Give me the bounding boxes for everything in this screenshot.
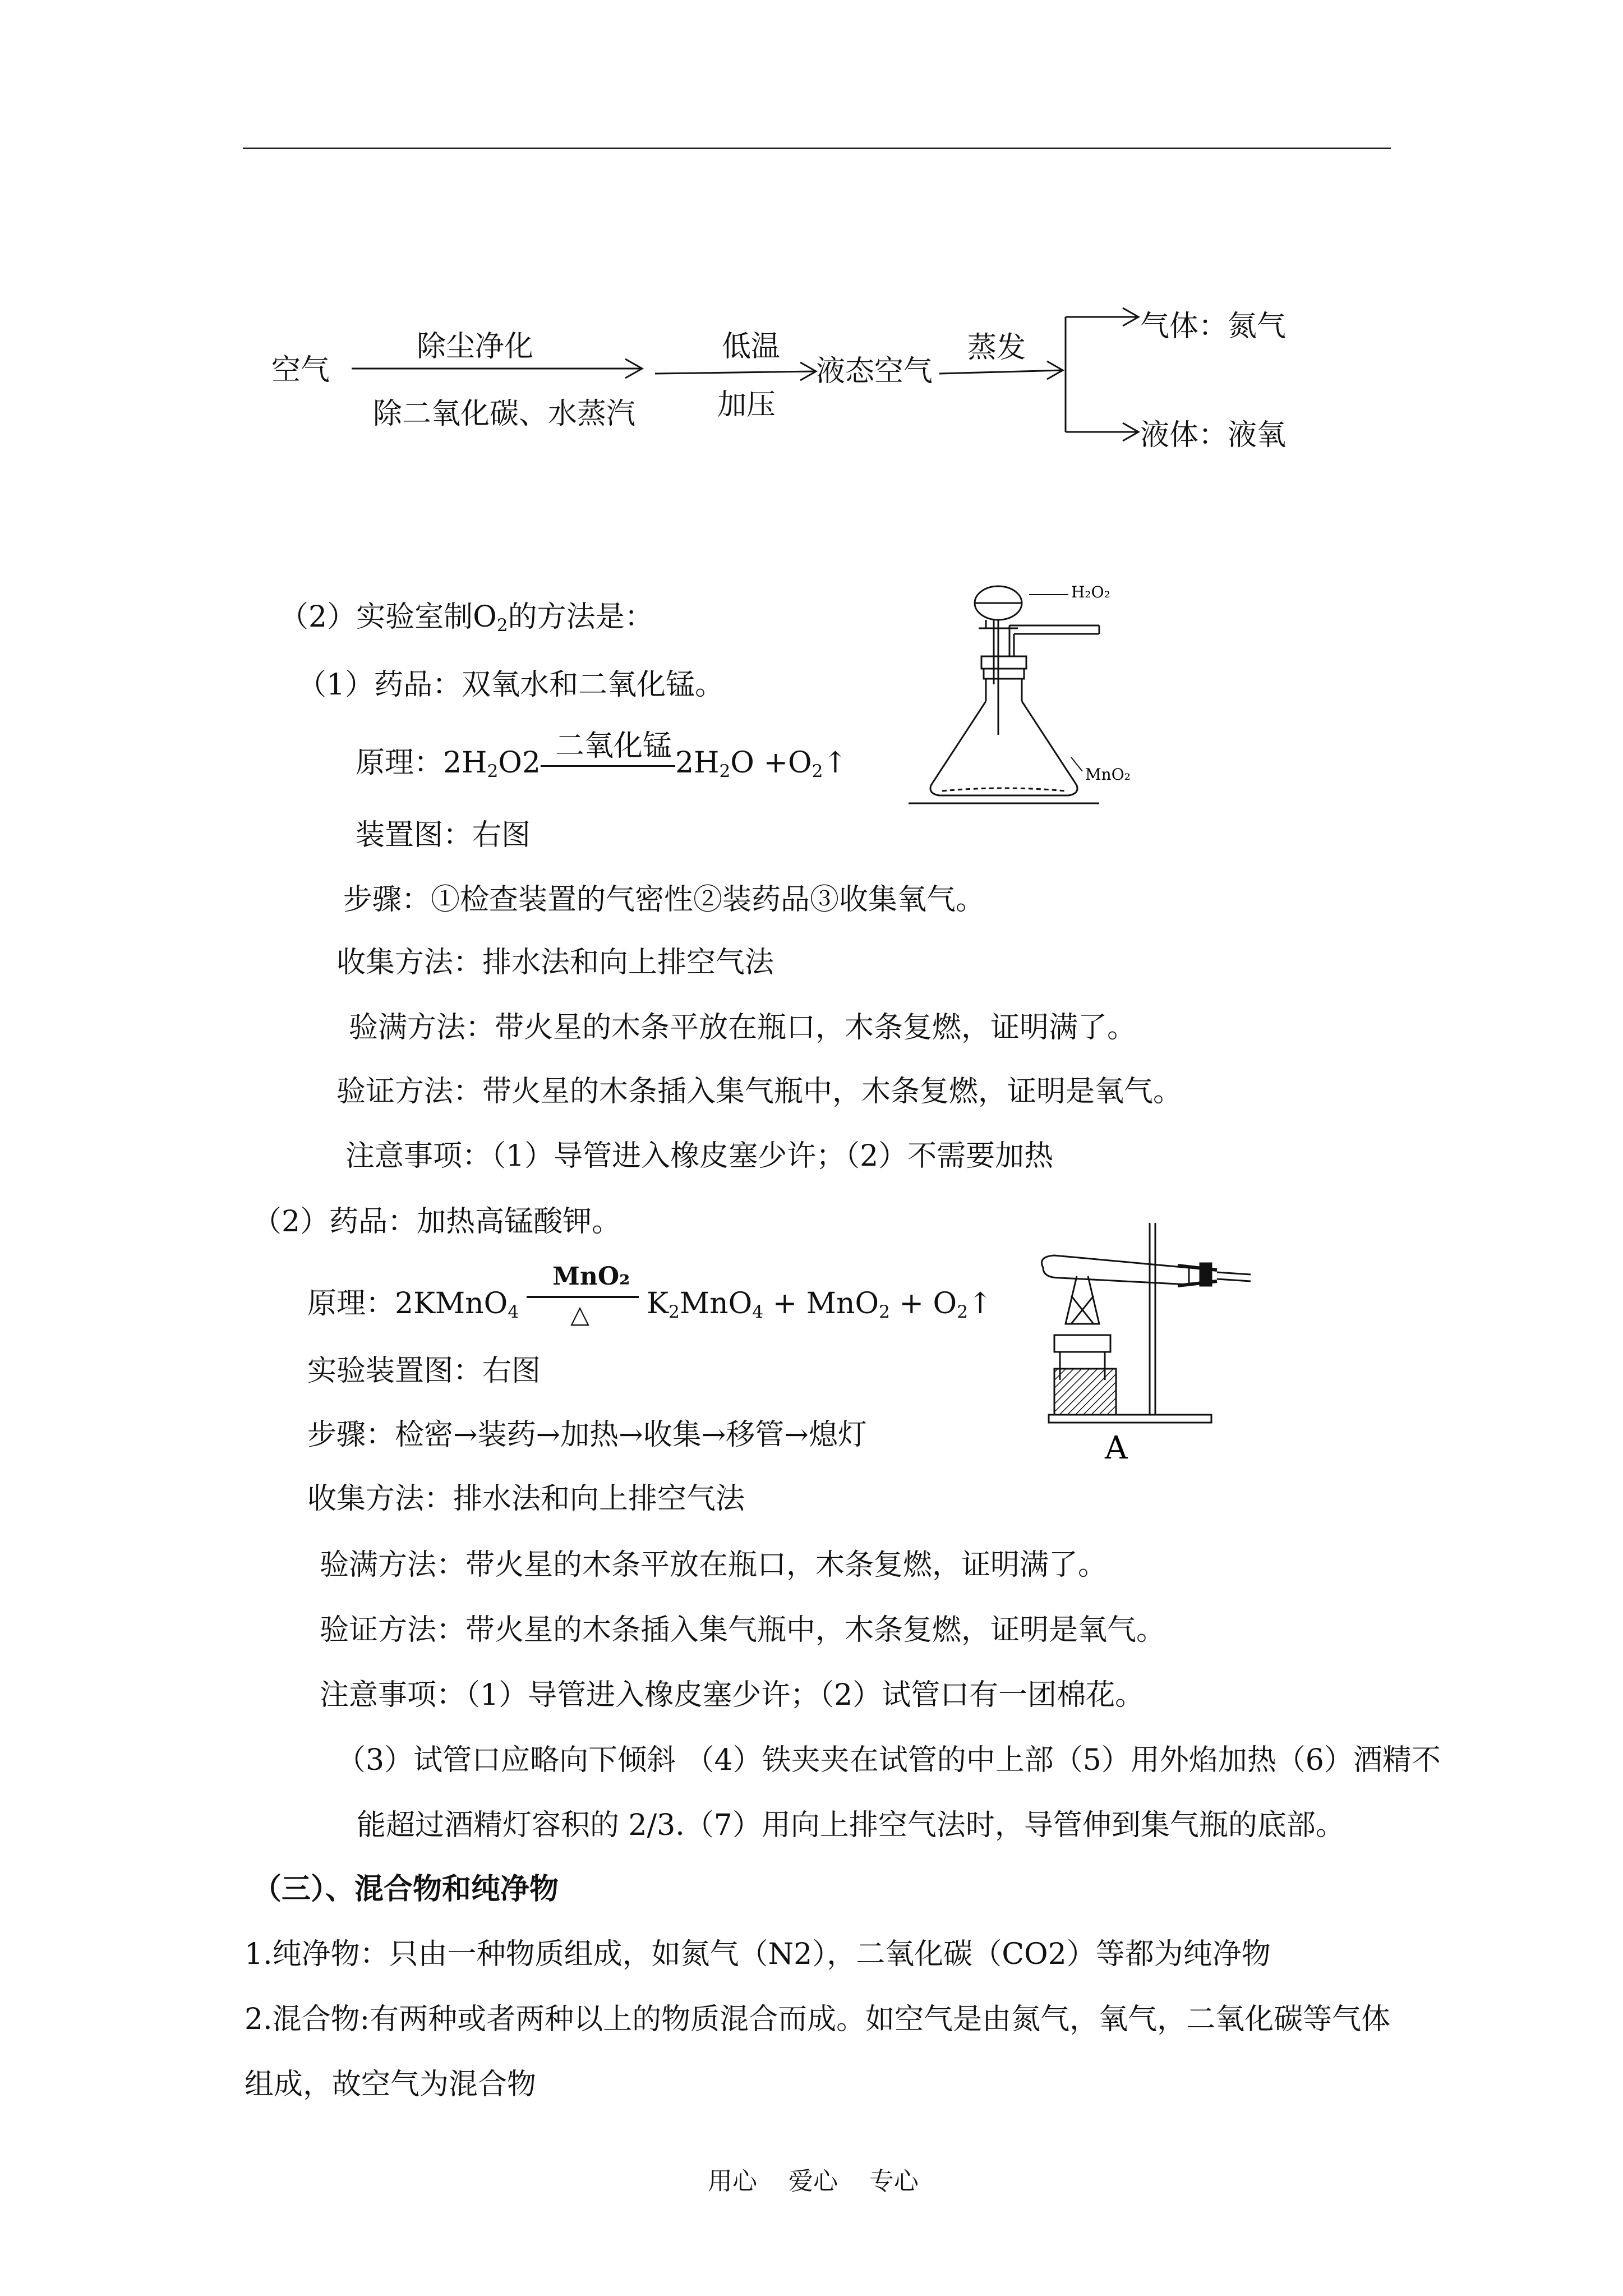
heat-symbol: △ [570, 1300, 589, 1329]
section3-item1: 1.纯净物：只由一种物质组成，如氮气（N2），二氧化碳（CO2）等都为纯净物 [245, 1938, 1271, 1971]
principle-sub: 2 [487, 761, 499, 781]
method2-principle [307, 1262, 993, 1329]
heating-apparatus-figure [1032, 1212, 1267, 1470]
gas-arrow: ↑ [823, 746, 848, 780]
method1-verify: 验证方法：带火星的木条插入集气瓶中，木条复燃，证明是氧气。 [336, 1075, 1183, 1108]
method1-apparatus: 装置图：右图 [356, 818, 531, 852]
catalyst-condition [527, 1262, 639, 1329]
heading-pre: （2）实验室制 [279, 600, 473, 634]
section3-item2b: 组成，故空气为混合物 [245, 2068, 537, 2101]
method1-title: （1）药品：双氧水和二氧化锰。 [297, 668, 725, 702]
catalyst-condition [541, 729, 675, 777]
principle-product1: 2H [675, 746, 720, 780]
flow-arrows [0, 0, 1623, 505]
flow-step1-bottom: 除二氧化碳、水蒸汽 [373, 397, 636, 431]
principle-sub: 2 [879, 1301, 890, 1322]
heading-sub: 2 [496, 615, 508, 636]
principle-mno2: + MnO [763, 1287, 879, 1320]
figure-a-label: A [1105, 1430, 1128, 1466]
flow-step3: 蒸发 [967, 331, 1026, 365]
method2-apparatus: 实验装置图：右图 [307, 1354, 541, 1388]
principle-k: K [647, 1287, 669, 1320]
section2-heading [279, 602, 654, 634]
principle-sub: 2 [668, 1301, 680, 1322]
flow-gas-output: 气体：氮气 [1140, 310, 1287, 343]
heading-o: O [473, 600, 497, 634]
method1-steps: 步骤：①检查装置的气密性②装药品③收集氧气。 [343, 883, 985, 917]
flask-apparatus-figure [897, 572, 1166, 830]
flow-liquid-output: 液体：液氧 [1140, 418, 1287, 452]
mno2-label: MnO₂ [1085, 765, 1131, 784]
method2-full-check: 验满方法：带火星的木条平放在瓶口，木条复燃，证明满了。 [320, 1548, 1108, 1582]
principle-sub: 2 [719, 761, 731, 781]
gas-arrow: ↑ [968, 1287, 993, 1320]
reaction-line [541, 765, 675, 767]
principle-reactant: O2 [498, 746, 541, 780]
flow-step1-top: 除尘净化 [417, 330, 534, 364]
principle-label: 原理：2KMnO [307, 1287, 508, 1320]
catalyst-label: 二氧化锰 [555, 729, 672, 763]
reaction-line [527, 1296, 639, 1298]
section3-heading: （三）、混合物和纯净物 [252, 1872, 559, 1906]
footer-text: 用心 爱心 专心 [708, 2167, 919, 2196]
section3-item2a: 2.混合物:有两种或者两种以上的物质混合而成。如空气是由氮气，氧气，二氧化碳等气体 [245, 2003, 1391, 2036]
principle-sub: 4 [752, 1301, 764, 1322]
principle-label: 原理：2H [356, 746, 487, 780]
method1-principle [356, 729, 848, 781]
method2-notes2: （3）试管口应略向下倾斜 （4）铁夹夹在试管的中上部（5）用外焰加热（6）酒精不 [336, 1743, 1441, 1777]
flow-liquid-air: 液态空气 [816, 355, 933, 388]
method2-steps: 步骤：检密→装药→加热→收集→移管→熄灯 [307, 1418, 867, 1452]
method2-verify: 验证方法：带火星的木条插入集气瓶中，木条复燃，证明是氧气。 [320, 1613, 1166, 1647]
method2-title: （2）药品：加热高锰酸钾。 [252, 1205, 621, 1239]
h2o2-label: H₂O₂ [1071, 583, 1110, 601]
principle-sub: 2 [957, 1301, 969, 1322]
flow-air: 空气 [271, 353, 330, 387]
method2-notes3: 能超过酒精灯容积的 2/3.（7）用向上排空气法时，导管伸到集气瓶的底部。 [357, 1809, 1345, 1842]
method2-collect: 收集方法：排水法和向上排空气法 [307, 1482, 745, 1516]
method1-collect: 收集方法：排水法和向上排空气法 [336, 946, 774, 979]
principle-sub: 2 [811, 761, 823, 781]
flow-step2-top: 低温 [722, 330, 781, 364]
principle-o2: + O [889, 1287, 957, 1320]
method1-notes: 注意事项：（1）导管进入橡皮塞少许；（2）不需要加热 [345, 1139, 1054, 1173]
principle-sub: 4 [508, 1301, 519, 1322]
method1-full-check: 验满方法：带火星的木条平放在瓶口，木条复燃，证明满了。 [349, 1011, 1137, 1045]
heading-post: 的方法是： [508, 600, 654, 634]
flow-step2-bottom: 加压 [717, 388, 776, 422]
principle-product2: O +O [730, 746, 812, 780]
principle-mn: MnO [679, 1287, 753, 1320]
catalyst-label: MnO₂ [552, 1262, 630, 1291]
method2-notes1: 注意事项：（1）导管进入橡皮塞少许；（2）试管口有一团棉花。 [320, 1678, 1145, 1712]
